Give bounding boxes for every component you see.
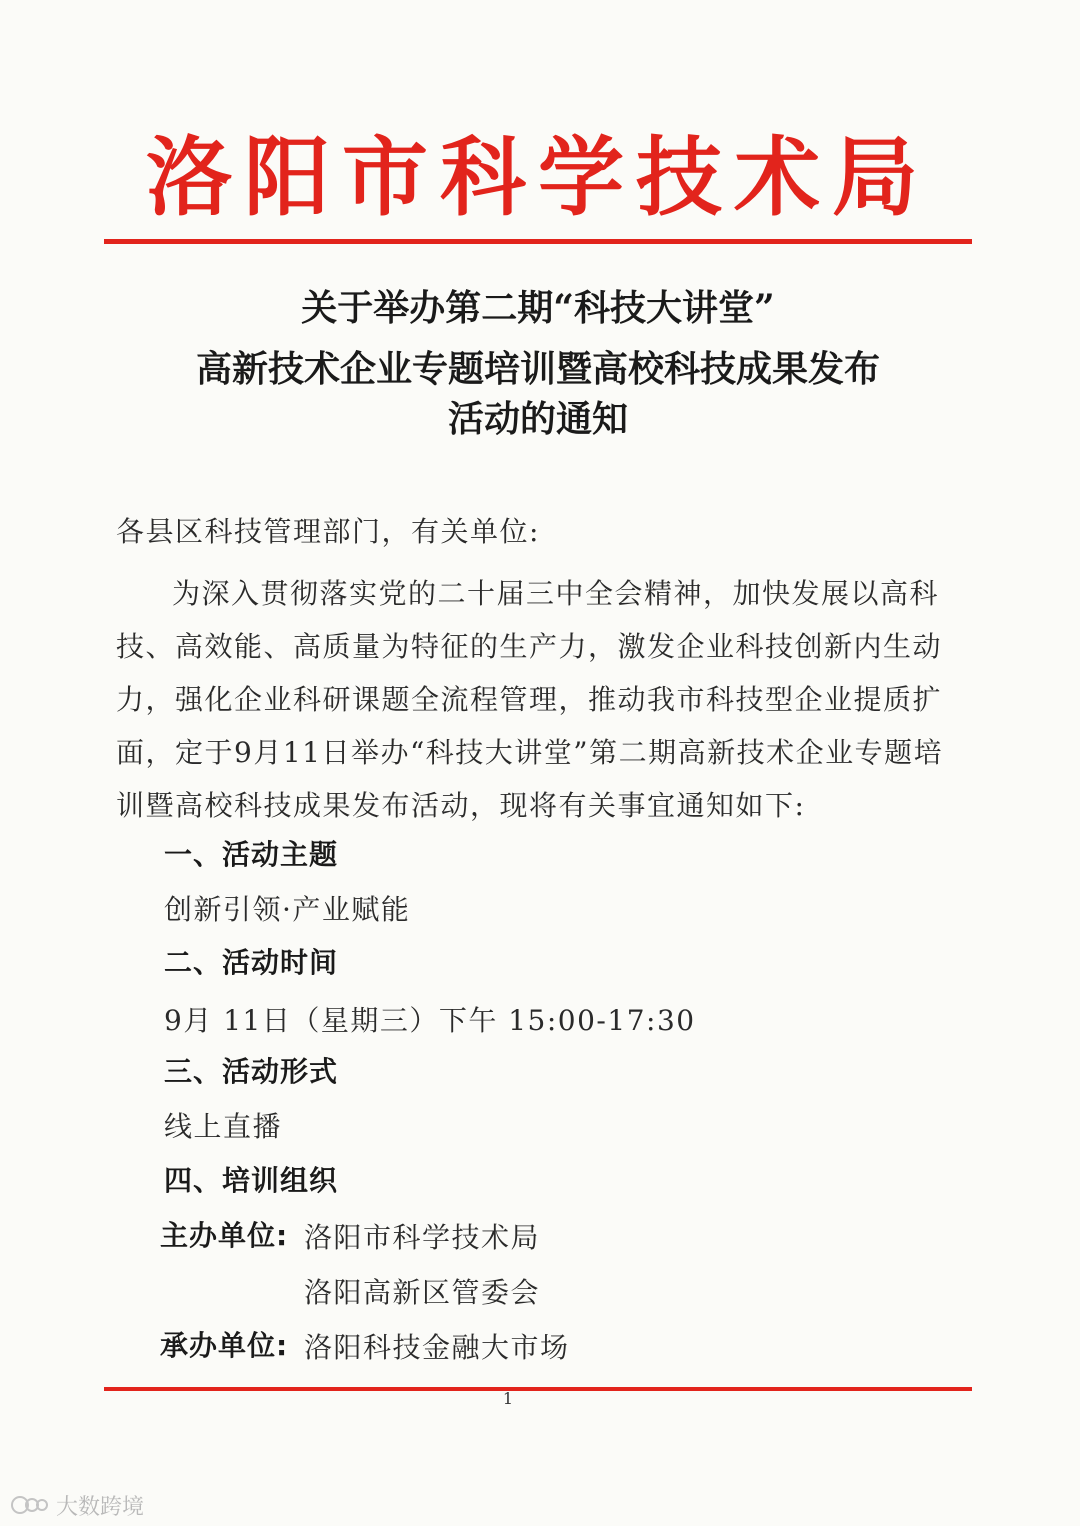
masthead-red-rule bbox=[104, 239, 972, 244]
host-label: 主办单位: bbox=[160, 1219, 289, 1252]
footer-red-rule bbox=[104, 1387, 972, 1391]
organizer-label: 承办单位: bbox=[160, 1329, 289, 1362]
section-heading-time: 二、活动时间 bbox=[164, 946, 339, 979]
intro-line: 技、高效能、高质量为特征的生产力，激发企业科技创新内生动 bbox=[116, 630, 943, 663]
theme-text: 创新引领·产业赋能 bbox=[164, 893, 411, 926]
section-heading-organization: 四、培训组织 bbox=[164, 1164, 339, 1197]
section-heading-theme: 一、活动主题 bbox=[164, 838, 339, 871]
notice-title-line-1: 关于举办第二期“科技大讲堂” bbox=[301, 287, 775, 329]
intro-line: 为深入贯彻落实党的二十届三中全会精神，加快发展以高科 bbox=[172, 577, 940, 610]
intro-line: 力，强化企业科研课题全流程管理，推动我市科技型企业提质扩 bbox=[116, 683, 943, 716]
watermark bbox=[10, 1490, 144, 1520]
organizer-name: 洛阳科技金融大市场 bbox=[304, 1331, 570, 1364]
intro-line: 面，定于9月11日举办“科技大讲堂”第二期高新技术企业专题培 bbox=[116, 736, 944, 769]
host-name-2: 洛阳高新区管委会 bbox=[304, 1276, 541, 1309]
time-text: 9月 11日（星期三）下午 15:00-17:30 bbox=[164, 1004, 696, 1037]
salutation: 各县区科技管理部门，有关单位: bbox=[116, 515, 540, 548]
notice-title-line-2: 高新技术企业专题培训暨高校科技成果发布 bbox=[195, 348, 880, 390]
notice-title-line-3: 活动的通知 bbox=[447, 398, 628, 440]
page-number: 1 bbox=[502, 1389, 514, 1408]
host-name-1: 洛阳市科学技术局 bbox=[304, 1221, 541, 1254]
section-heading-form: 三、活动形式 bbox=[164, 1055, 339, 1088]
watermark-logo-icon bbox=[10, 1493, 50, 1517]
watermark-text: 大数跨境 bbox=[56, 1494, 145, 1520]
agency-masthead: 洛阳市科学技术局 bbox=[146, 127, 930, 228]
form-text: 线上直播 bbox=[164, 1110, 283, 1143]
intro-line: 训暨高校科技成果发布活动，现将有关事宜通知如下: bbox=[116, 789, 806, 822]
